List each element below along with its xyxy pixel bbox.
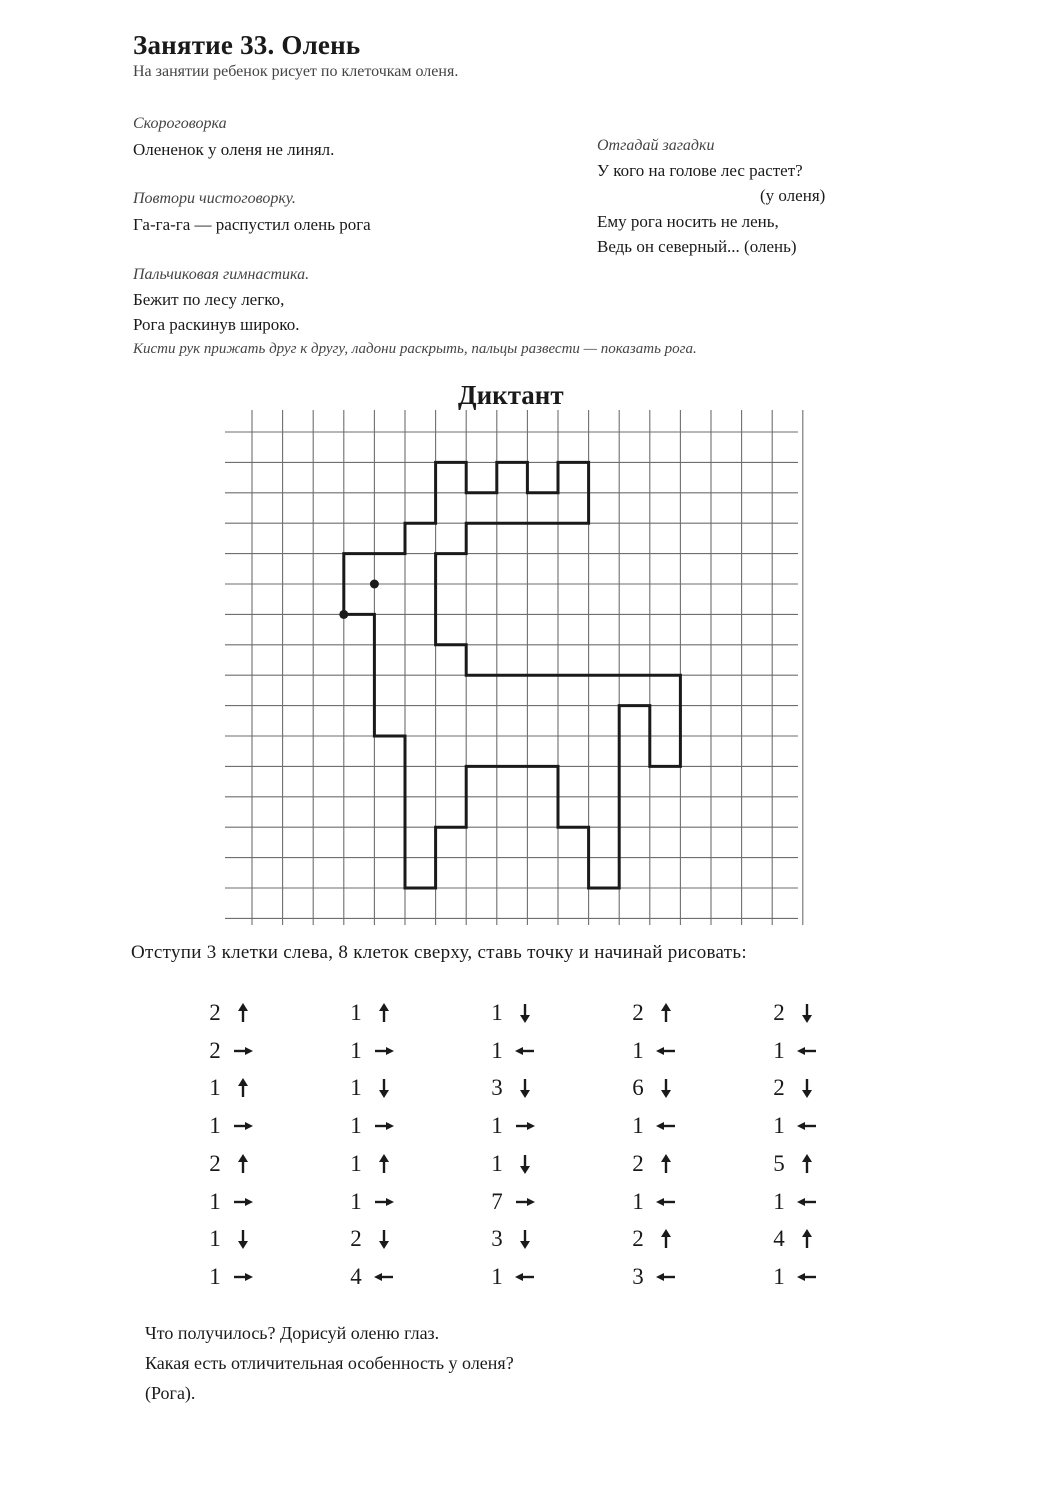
question-2: Какая есть отличительная особенность у оленя? [145, 1353, 514, 1373]
arrow-down-icon [372, 1227, 396, 1251]
step-count: 1 [209, 1226, 221, 1252]
tongue-twister-text: Олененок у оленя не линял. [133, 140, 335, 159]
repeat-heading: Повтори чистоговорку. [133, 190, 296, 207]
arrow-left-icon [654, 1190, 678, 1214]
dictation-step [344, 1262, 424, 1292]
step-count: 2 [209, 1037, 221, 1063]
dictation-step [626, 1036, 706, 1066]
grid-lines [225, 410, 803, 925]
arrow-up-icon [795, 1227, 819, 1251]
arrow-down-icon [513, 1001, 537, 1025]
dictation-step [344, 1073, 424, 1103]
dictation-step [203, 1187, 283, 1217]
dictation-step [203, 1224, 283, 1254]
eye-dot [370, 580, 379, 589]
dictation-step [203, 1111, 283, 1141]
arrow-right-icon [231, 1039, 255, 1063]
dictation-step [626, 1187, 706, 1217]
dictation-step [203, 1262, 283, 1292]
dictation-instruction: Отступи 3 клетки слева, 8 клеток сверху, ставь точку и начинай рисовать: [131, 942, 747, 963]
page-subtitle: На занятии ребенок рисует по клеточкам оленя. [133, 63, 459, 80]
step-count: 2 [632, 1000, 644, 1025]
dictation-step [344, 1036, 424, 1066]
step-count: 1 [773, 1037, 785, 1063]
dictation-step [626, 1149, 706, 1179]
dictation-title: Диктант [458, 380, 564, 410]
dictation-step [767, 1224, 847, 1254]
arrow-down-icon [372, 1076, 396, 1100]
step-count: 1 [350, 1000, 362, 1025]
arrow-up-icon [231, 1001, 255, 1025]
riddle-1-answer: (у оленя) [760, 186, 826, 205]
step-count: 1 [209, 1075, 221, 1101]
step-count: 1 [209, 1263, 221, 1289]
step-count: 1 [632, 1188, 644, 1214]
step-count: 1 [209, 1188, 221, 1214]
arrow-up-icon [795, 1152, 819, 1176]
arrow-up-icon [231, 1076, 255, 1100]
dictation-step [485, 1224, 565, 1254]
step-count: 1 [350, 1113, 362, 1139]
riddle-1-line-1: У кого на голове лес растет? [597, 161, 803, 180]
step-count: 7 [491, 1188, 503, 1214]
arrow-left-icon [654, 1039, 678, 1063]
dictation-step [767, 1111, 847, 1141]
arrow-up-icon [372, 1152, 396, 1176]
step-count: 4 [350, 1263, 362, 1289]
arrow-right-icon [231, 1265, 255, 1289]
dictation-step [344, 1149, 424, 1179]
dictation-step [485, 1073, 565, 1103]
tongue-twister-heading: Скороговорка [133, 115, 227, 132]
arrow-left-icon [795, 1114, 819, 1138]
dictation-step [767, 1036, 847, 1066]
step-count: 1 [209, 1113, 221, 1139]
step-count: 1 [773, 1263, 785, 1289]
arrow-left-icon [513, 1039, 537, 1063]
step-count: 5 [773, 1150, 785, 1176]
dictation-step [344, 1111, 424, 1141]
step-count: 3 [491, 1075, 503, 1101]
step-count: 1 [491, 1000, 503, 1025]
step-count: 1 [491, 1150, 503, 1176]
start-dot [339, 610, 348, 619]
arrow-up-icon [654, 1001, 678, 1025]
dictation-step [626, 1224, 706, 1254]
dictation-step [485, 1111, 565, 1141]
dictation-step [767, 1073, 847, 1103]
arrow-down-icon [513, 1227, 537, 1251]
step-count: 4 [773, 1226, 785, 1252]
dictation-step [203, 998, 283, 1028]
step-count: 2 [209, 1150, 221, 1176]
riddle-2-line-1: Ему рога носить не лень, [597, 212, 779, 231]
arrow-right-icon [513, 1114, 537, 1138]
arrow-right-icon [372, 1039, 396, 1063]
dictation-step [485, 1262, 565, 1292]
finger-gym-instruction: Кисти рук прижать друг к другу, ладони раскрыть, пальцы развести — показать рога. [133, 341, 697, 357]
step-count: 1 [632, 1037, 644, 1063]
dictation-step [626, 998, 706, 1028]
finger-gym-line-1: Бежит по лесу легко, [133, 290, 285, 309]
arrow-down-icon [513, 1076, 537, 1100]
dictation-step [626, 1073, 706, 1103]
arrow-right-icon [231, 1114, 255, 1138]
step-count: 1 [350, 1150, 362, 1176]
dictation-step [485, 1149, 565, 1179]
arrow-up-icon [654, 1227, 678, 1251]
arrow-left-icon [795, 1265, 819, 1289]
dictation-step [767, 1187, 847, 1217]
dictation-step [626, 1262, 706, 1292]
step-count: 1 [632, 1113, 644, 1139]
arrow-left-icon [372, 1265, 396, 1289]
arrow-left-icon [654, 1114, 678, 1138]
step-count: 1 [491, 1113, 503, 1139]
dictation-step [203, 1073, 283, 1103]
step-count: 1 [350, 1188, 362, 1214]
dictation-step [767, 1149, 847, 1179]
finger-gym-heading: Пальчиковая гимнастика. [133, 266, 310, 283]
dictation-step [344, 1187, 424, 1217]
step-count: 3 [491, 1226, 503, 1252]
step-count: 2 [209, 1000, 221, 1025]
arrow-left-icon [795, 1039, 819, 1063]
step-count: 1 [491, 1263, 503, 1289]
arrow-down-icon [231, 1227, 255, 1251]
step-count: 2 [632, 1150, 644, 1176]
arrow-right-icon [372, 1114, 396, 1138]
step-count: 2 [350, 1226, 362, 1252]
step-count: 1 [350, 1037, 362, 1063]
step-count: 2 [632, 1226, 644, 1252]
step-count: 2 [773, 1000, 785, 1025]
arrow-down-icon [654, 1076, 678, 1100]
dictation-step [485, 1187, 565, 1217]
dictation-step [485, 1036, 565, 1066]
dictation-step [485, 998, 565, 1028]
arrow-down-icon [513, 1152, 537, 1176]
step-count: 6 [632, 1075, 644, 1101]
arrow-left-icon [795, 1190, 819, 1214]
arrow-up-icon [231, 1152, 255, 1176]
answer-text: (Рога). [145, 1383, 196, 1403]
dictation-step [203, 1036, 283, 1066]
arrow-left-icon [513, 1265, 537, 1289]
riddle-2-line-2: Ведь он северный... (олень) [597, 237, 797, 256]
riddles-heading: Отгадай загадки [597, 137, 715, 154]
page-title: Занятие 33. Олень [133, 30, 361, 60]
repeat-text: Га-га-га — распустил олень рога [133, 215, 371, 234]
arrow-right-icon [513, 1190, 537, 1214]
dictation-step [767, 998, 847, 1028]
dictation-step [203, 1149, 283, 1179]
dictation-step [344, 998, 424, 1028]
step-count: 1 [350, 1075, 362, 1101]
arrow-right-icon [231, 1190, 255, 1214]
arrow-right-icon [372, 1190, 396, 1214]
finger-gym-line-2: Рога раскинув широко. [133, 315, 300, 334]
arrow-down-icon [795, 1076, 819, 1100]
step-count: 3 [632, 1263, 644, 1289]
step-count: 1 [773, 1188, 785, 1214]
step-count: 1 [773, 1113, 785, 1139]
question-1: Что получилось? Дорисуй оленю глаз. [145, 1323, 440, 1343]
dictation-step [767, 1262, 847, 1292]
arrow-up-icon [372, 1001, 396, 1025]
step-count: 1 [491, 1037, 503, 1063]
dictation-step [626, 1111, 706, 1141]
arrow-down-icon [795, 1001, 819, 1025]
arrow-left-icon [654, 1265, 678, 1289]
arrow-up-icon [654, 1152, 678, 1176]
step-count: 2 [773, 1075, 785, 1101]
dictation-step [344, 1224, 424, 1254]
